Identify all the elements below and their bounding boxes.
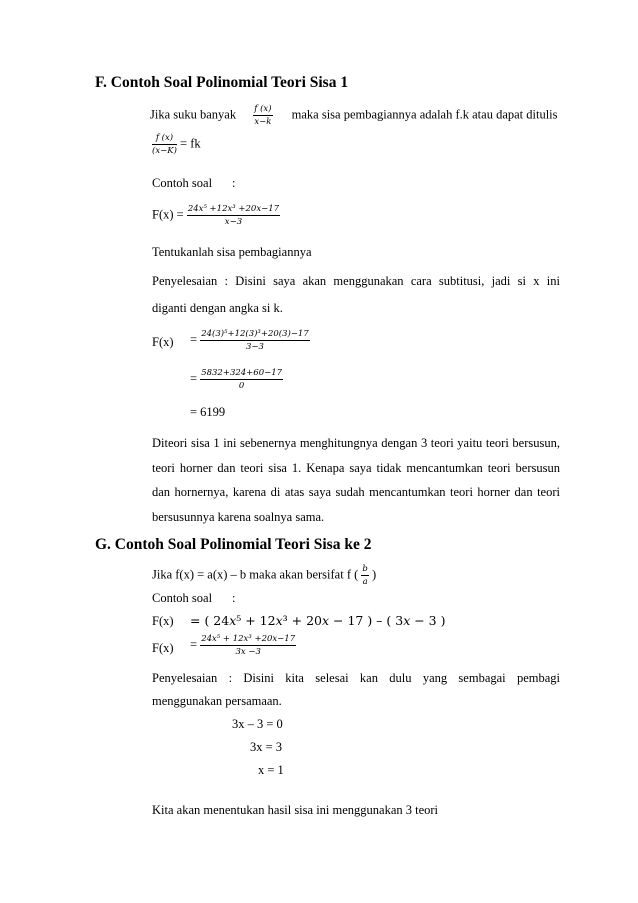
equation-rhs: = fk — [180, 136, 201, 151]
fraction-numerator: 𝑓 (𝑥) — [152, 133, 177, 145]
equation-step-2: 3x = 3 — [250, 740, 283, 754]
intro-fraction — [253, 104, 272, 127]
equation-step-1: 3x – 3 = 0 — [232, 717, 283, 731]
example-colon-f: : — [232, 176, 236, 190]
solution-line-1: Penyelesaian : Disini saya akan menggunakan cara subtitusi, jadi si x ini — [152, 274, 560, 288]
fraction-numerator: 5832+324+60−17 — [201, 368, 283, 378]
fraction-denominator: 3−3 — [246, 342, 264, 352]
fraction-denominator: 𝑎 — [362, 577, 368, 587]
section-f-intro — [150, 104, 558, 127]
section-g-intro — [152, 564, 376, 587]
paragraph-line-1: Diteori sisa 1 ini sebenernya menghitungnya dengan 3 teori yaitu teori bersusun, — [152, 436, 560, 450]
fraction-denominator: (𝑥−𝐾) — [152, 146, 177, 156]
closing-paren: ) — [371, 567, 377, 582]
fx-fraction — [187, 204, 280, 227]
fx1-label: F(x) — [152, 614, 174, 628]
fx2-fraction — [200, 634, 296, 657]
fraction-denominator: 𝑥−𝑘 — [254, 117, 272, 127]
intro-text-b: maka sisa pembagiannya adalah f.k atau dapat ditulis — [291, 107, 558, 122]
step1-expression — [190, 329, 310, 352]
paragraph-line-3: dan hornernya, karena di atas saya sudah mencantumkan teori horner dan teori — [152, 485, 560, 499]
section-f-heading: F. Contoh Soal Polinomial Teori Sisa 1 — [95, 74, 349, 91]
task-text: Tentukanlah sisa pembagiannya — [152, 245, 312, 259]
fx2-expression — [190, 634, 296, 657]
solution-g-line-2: menggunakan persamaan. — [152, 694, 282, 708]
b-over-a-fraction — [361, 564, 368, 587]
fraction-numerator: 𝑏 — [362, 564, 368, 574]
step2-expression — [190, 368, 283, 391]
fx2-label: F(x) — [152, 641, 174, 655]
intro-text-a: Jika suku banyak — [150, 107, 237, 122]
step3-result: = 6199 — [190, 405, 226, 419]
intro-text: Jika f(x) = a(x) – b maka akan bersifat f ( — [152, 567, 359, 582]
fraction-denominator: 𝑥−3 — [224, 217, 243, 227]
closing-text: Kita akan menentukan hasil sisa ini menggunakan 3 teori — [152, 803, 439, 817]
paragraph-line-4: bersusunnya karena soalnya sama. — [152, 510, 325, 524]
fraction-denominator: 0 — [238, 381, 245, 391]
remainder-fraction — [152, 133, 177, 156]
step1-fraction — [200, 329, 310, 352]
section-g-heading: G. Contoh Soal Polinomial Teori Sisa ke 2 — [95, 536, 372, 553]
fraction-numerator: 24(3)⁵+12(3)³+20(3)−17 — [201, 329, 309, 339]
fraction-numerator: 𝑓 (𝑥) — [254, 104, 272, 114]
equation-step-3: x = 1 — [258, 763, 284, 777]
fraction-numerator: 24𝑥⁵ + 12𝑥³ +20𝑥−17 — [201, 634, 296, 644]
fx1-expression: = ( 24𝑥⁵ + 12𝑥³ + 20𝑥 − 17 ) – ( 3𝑥 − 3 ) — [190, 613, 446, 628]
fraction-denominator: 3𝑥 −3 — [235, 647, 261, 657]
solution-g-line-1: Penyelesaian : Disini kita selesai kan dulu yang sembagai pembagi — [152, 671, 560, 685]
remainder-equation — [152, 133, 201, 156]
fx-definition — [152, 204, 280, 227]
fx-label: F(x) = — [152, 207, 184, 222]
example-label-g: Contoh soal — [152, 591, 213, 605]
example-colon-g: : — [232, 591, 236, 605]
solution-line-2: diganti dengan angka si k. — [152, 301, 283, 315]
paragraph-line-2: teori horner dan teori sisa 1. Kenapa saya tidak mencantumkan teori bersusun — [152, 461, 560, 475]
equals-sign: = — [190, 637, 198, 652]
example-label-f: Contoh soal — [152, 176, 213, 190]
fraction-numerator: 24𝑥⁵ +12𝑥³ +20𝑥−17 — [187, 204, 280, 214]
equals-sign: = — [190, 332, 198, 347]
step2-fraction — [200, 368, 283, 391]
equals-sign: = — [190, 371, 198, 386]
step1-label: F(x) — [152, 335, 174, 349]
